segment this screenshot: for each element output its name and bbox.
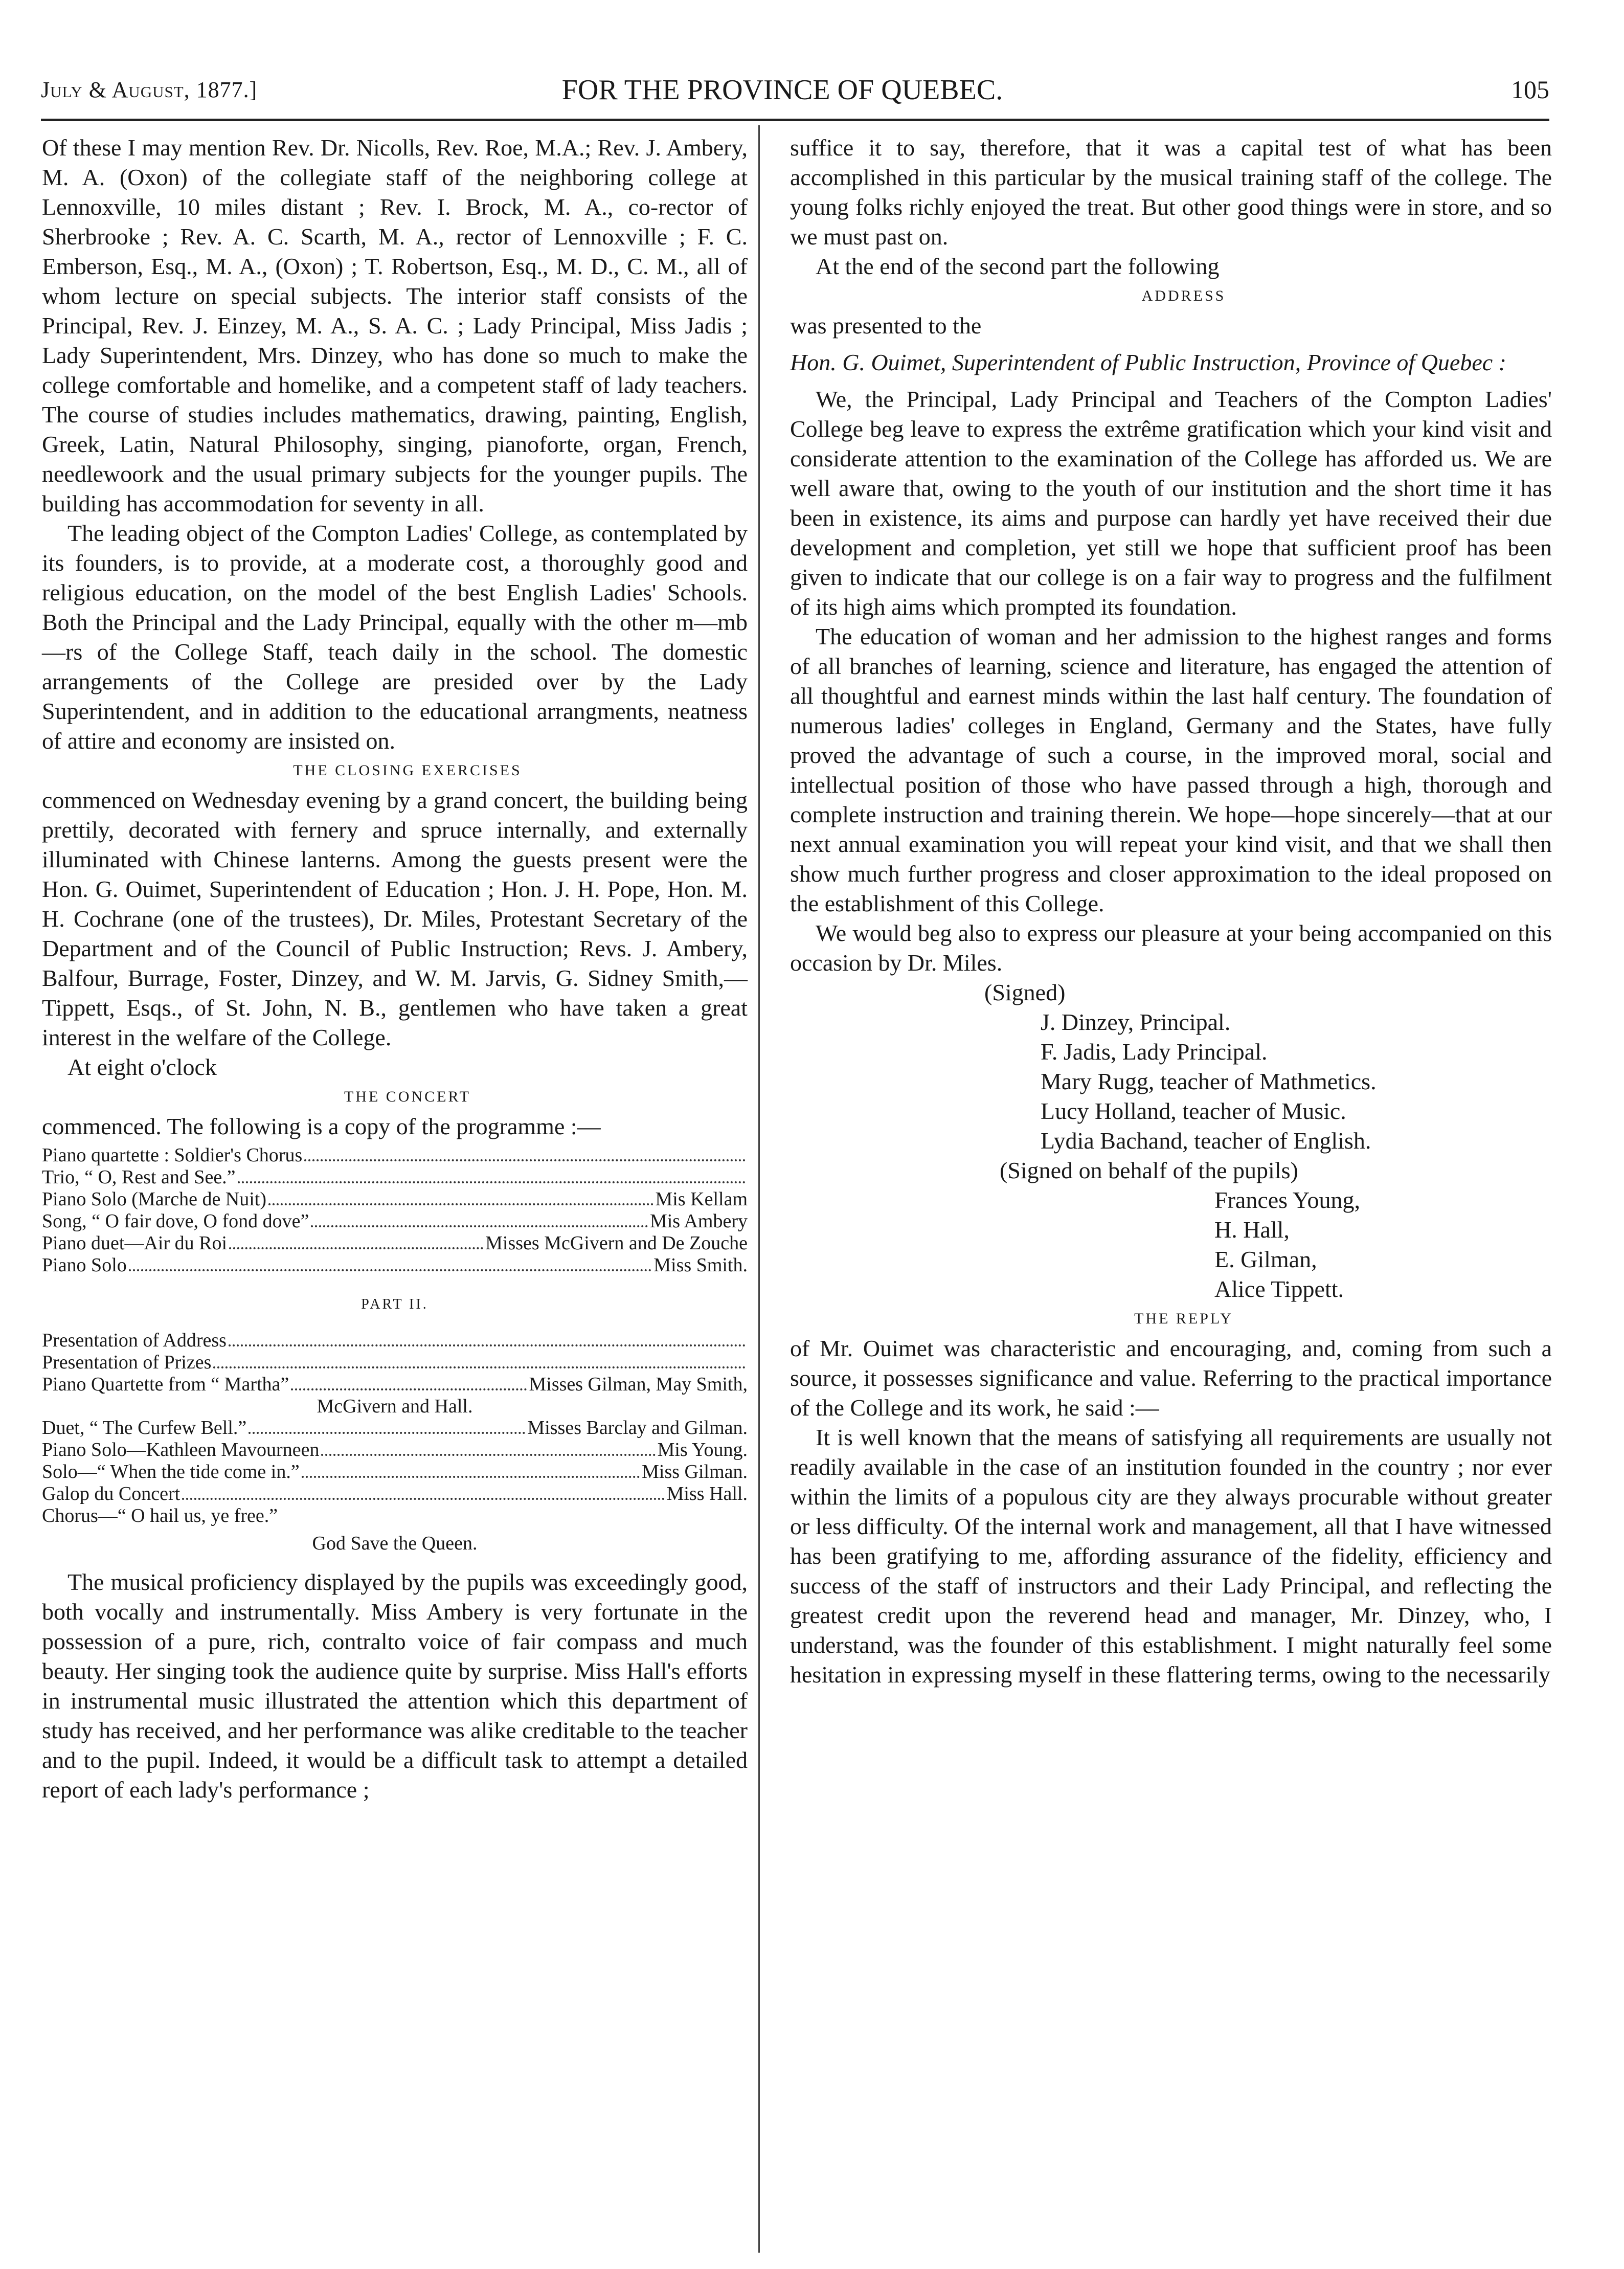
paragraph: The leading object of the Compton Ladies' College, as contemplated by its founders, is to provide, at a moderate cost, a thoroughly good and religious education, on the model of the best English Ladies' Schools. Both the Principal and the Lady Principal, equally with the other m—mb—rs of the College Staff, teach daily in the school. The domestic arrangements of the College are presided over by the Lady Superintendent, and in addition to the educational arrangments, neatness of attire and economy are insisted on. <box>42 520 748 754</box>
section-heading-reply: THE REPLY <box>1134 1310 1233 1327</box>
programme-item: Presentation of Address <box>42 1330 748 1352</box>
column-divider <box>758 125 760 2253</box>
paragraph: It is well known that the means of satisfying all requirements are usually not readily available in the case of an institution founded in the country ; nor ever within the limits of a populous city are they always procurable without greater or less difficulty. Of the internal work and management, all that I have witnessed has been gratifying to me, affording assurance of the fidelity, efficiency and success of the staff of instructors and their Lady Principal, and reflecting the greatest credit upon the reverend head and manager, Mr. Dinzey, who, I understand, was the founder of this establishment. I might naturally feel some hesitation in expressing myself in these flattering terms, owing to the necessarily <box>790 1424 1552 1688</box>
programme-item-continuation: McGivern and Hall. <box>317 1396 473 1417</box>
running-head <box>41 74 1549 107</box>
programme-item: Duet, “ The Curfew Bell.” Misses Barclay and Gilman. <box>42 1417 748 1439</box>
programme-item: Piano quartette : Soldier's Chorus <box>42 1144 748 1166</box>
section-heading-concert: THE CONCERT <box>344 1088 471 1105</box>
programme-part-two-heading: PART II. <box>361 1296 428 1312</box>
signatory: Lucy Holland, teacher of Music. <box>1041 1098 1346 1124</box>
programme-item: Piano Solo—Kathleen Mavourneen Mis Young. <box>42 1439 748 1461</box>
programme-item: Piano duet—Air du Roi Misses McGivern and De Zouche <box>42 1232 748 1254</box>
paragraph: Of these I may mention Rev. Dr. Nicolls, Rev. Roe, M.A.; Rev. J. Ambery, M. A. (Oxon) of the collegiate staff of the neighboring college at Lennoxville, 10 miles distant ; Rev. I. Brock, M. A., co-rector of Sherbrooke ; Rev. A. C. Scarth, M. A., rector of Lennoxville ; F. C. Emberson, Esq., M. A., (Oxon) ; T. Robertson, Esq., M. D., C. M., all of whom lecture on special subjects. The interior staff consists of the Principal, Rev. J. Einzey, M. A., S. A. C. ; Lady Principal, Miss Jadis ; Lady Superintendent, Mrs. Dinzey, who has done so much to make the college comfortable and homelike, and a competent staff of lady teachers. The course of studies includes mathematics, drawing, painting, English, Greek, Latin, Natural Philosophy, singing, pianoforte, organ, French, needlewoork and the usual primary subjects for the younger pupils. The building has accommodation for seventy in all. <box>42 134 748 516</box>
programme-part-one <box>42 1144 748 1276</box>
left-column <box>42 133 748 1805</box>
paragraph: was presented to the <box>790 312 982 339</box>
paragraph: of Mr. Ouimet was characteristic and encouraging, and, coming from such a source, it possesses significance and value. Referring to the practical importance of the College and its work, he said :— <box>790 1335 1552 1421</box>
paragraph: commenced. The following is a copy of the programme :— <box>42 1113 601 1139</box>
addressee: Hon. G. Ouimet, Superintendent of Public Instruction, Province of Quebec : <box>790 349 1506 375</box>
programme-item: Piano Quartette from “ Martha” Misses Gilman, May Smith, <box>42 1374 748 1395</box>
paragraph: We would beg also to express our pleasure at your being accompanied on this occasion by Dr. Miles. <box>790 920 1552 976</box>
paragraph: At the end of the second part the following <box>816 253 1220 279</box>
programme-item: Chorus—“ O hail us, ye free.” <box>42 1505 278 1526</box>
pupil-signatory: H. Hall, <box>1214 1217 1290 1243</box>
paragraph: The education of woman and her admission to the highest ranges and forms of all branches of learning, science and literature, has engaged the attention of all thoughtful and earnest minds within the last half century. The foundation of numerous ladies' colleges in England, Germany and the States, have fully proved the advantage of such a course, in the improved moral, social and intellectual position of those who have passed through a high, thorough and complete instruction and training therein. We hope—hope sincerely—that at our next annual examination you will repeat your kind visit, and that we shall then show much further progress and closer approximation to the ideal proposed on the establishment of this College. <box>790 623 1552 916</box>
programme-part-two <box>42 1330 748 1526</box>
pupil-signatory: Alice Tippett. <box>1214 1276 1344 1302</box>
signatory: J. Dinzey, Principal. <box>1041 1009 1231 1035</box>
header-rule <box>41 119 1549 121</box>
programme-item: Trio, “ O, Rest and See.” <box>42 1166 748 1188</box>
signature-block <box>790 978 1552 1304</box>
page-number: 105 <box>1511 75 1549 104</box>
signed-pupils-label: (Signed on behalf of the pupils) <box>1000 1157 1298 1183</box>
programme-item: Piano Solo Miss Smith. <box>42 1254 748 1276</box>
issue-date: July & August, 1877.] <box>41 77 258 102</box>
paragraph: commenced on Wednesday evening by a grand concert, the building being prettily, decorated with fernery and spruce internally, and externally illuminated with Chinese lanterns. Among the guests present were the Hon. G. Ouimet, Superintendent of Education ; Hon. J. H. Pope, Hon. M. H. Cochrane (one of the trustees), Dr. Miles, Protestant Secretary of the Department and of the Council of Public Instruction; Revs. J. Ambery, Balfour, Burrage, Foster, Dinzey, and W. M. Jarvis, G. Sidney Smith,—Tippett, Esqs., of St. John, N. B., gentlemen who have taken a great interest in the welfare of the College. <box>42 787 748 1050</box>
programme-item: Presentation of Prizes <box>42 1352 748 1374</box>
right-column <box>790 133 1552 1690</box>
section-heading-closing-exercises: THE CLOSING EXERCISES <box>293 762 522 779</box>
journal-title: FOR THE PROVINCE OF QUEBEC. <box>561 74 1003 106</box>
signatory: Mary Rugg, teacher of Mathmetics. <box>1041 1068 1377 1094</box>
paragraph: The musical proficiency displayed by the pupils was exceedingly good, both vocally and instrumentally. Miss Ambery is very fortunate in the possession of a pure, rich, contralto voice of fair compass and much beauty. Her singing took the audience quite by surprise. Miss Hall's efforts in instrumental music illustrated the attention which this department of study has received, and her performance was alike creditable to the teacher and to the pupil. Indeed, it would be a difficult task to attempt a detailed report of each lady's performance ; <box>42 1569 748 1803</box>
programme-item: Song, “ O fair dove, O fond dove” Mis Ambery <box>42 1210 748 1232</box>
programme-item: Solo—“ When the tide come in.” Miss Gilman. <box>42 1461 748 1482</box>
signed-label: (Signed) <box>984 979 1066 1005</box>
programme-closing: God Save the Queen. <box>312 1533 478 1554</box>
signatory: Lydia Bachand, teacher of English. <box>1041 1128 1371 1154</box>
paragraph: At eight o'clock <box>67 1054 217 1080</box>
paragraph: suffice it to say, therefore, that it was a capital test of what has been accomplished in this particular by the musical training staff of the college. The young folks richly enjoyed the treat. But other good things were in store, and so we must past on. <box>790 134 1552 250</box>
programme-item: Galop du Concert Miss Hall. <box>42 1483 748 1504</box>
pupil-signatory: E. Gilman, <box>1214 1246 1317 1272</box>
signatory: F. Jadis, Lady Principal. <box>1041 1039 1268 1065</box>
pupil-signatory: Frances Young, <box>1214 1187 1360 1213</box>
section-heading-address: ADDRESS <box>1141 287 1226 304</box>
programme-item: Piano Solo (Marche de Nuit) Mis Kellam <box>42 1188 748 1210</box>
paragraph: We, the Principal, Lady Principal and Teachers of the Compton Ladies' College beg leave to express the extrême gratification which your kind visit and considerate attention to the examination of the College has afforded us. We are well aware that, owing to the youth of our institution and the short time it has been in existence, its aims and purpose can hardly yet have received their due development and completion, yet still we hope that sufficient proof has been given to indicate that our college is on a fair way to progress and the fulfilment of its high aims which prompted its foundation. <box>790 386 1552 620</box>
